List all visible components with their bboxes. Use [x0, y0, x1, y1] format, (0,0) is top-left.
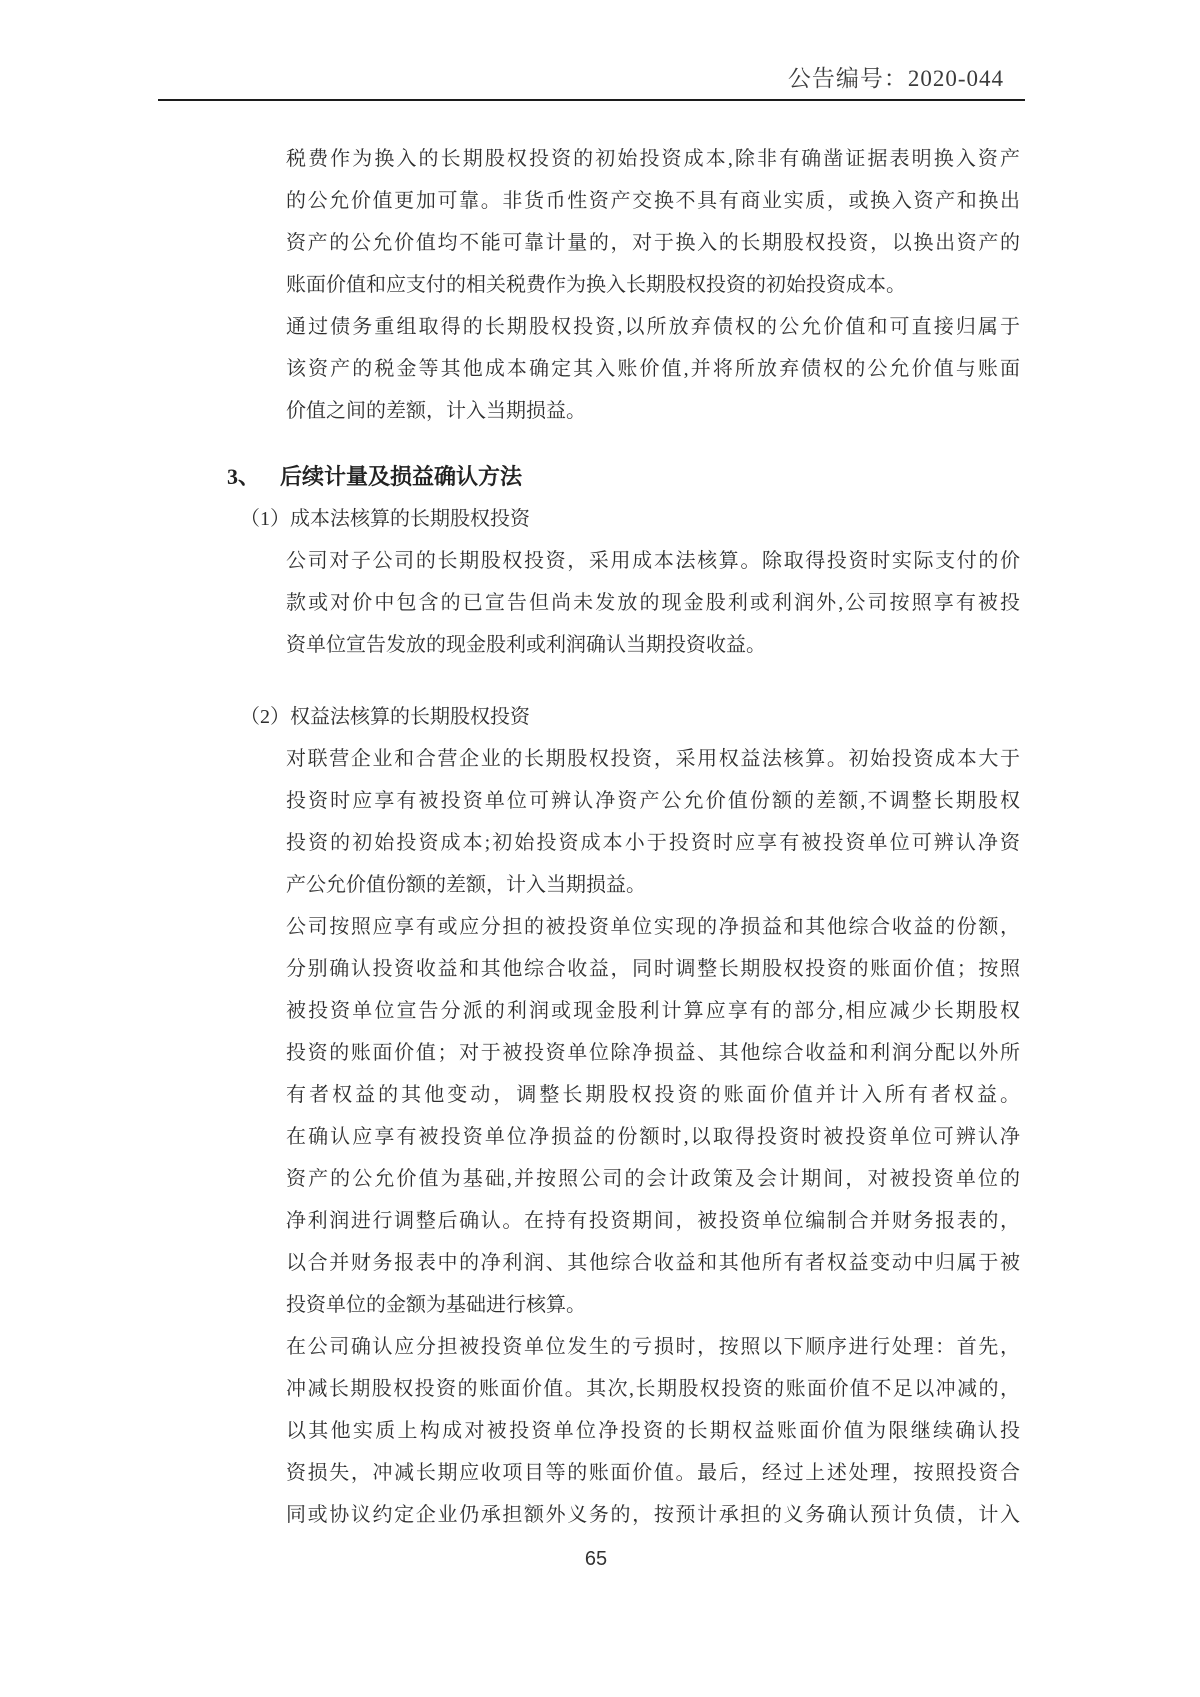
paragraph-line: 同或协议约定企业仍承担额外义务的，按预计承担的义务确认预计负债，计入: [286, 1504, 1020, 1526]
paragraph-line: 资单位宣告发放的现金股利或利润确认当期投资收益。: [286, 634, 766, 656]
section-heading: [227, 456, 1025, 498]
paragraph-line: 通过债务重组取得的长期股权投资,以所放弃债权的公允价值和可直接归属于: [286, 316, 1020, 338]
paragraph-line: 在确认应享有被投资单位净损益的份额时,以取得投资时被投资单位可辨认净: [286, 1126, 1020, 1148]
paragraph-equity-method-share: [286, 906, 1020, 1116]
paragraph-line: 账面价值和应支付的相关税费作为换入长期股权投资的初始投资成本。: [286, 274, 906, 296]
paragraph-line: 资产的公允价值为基础,并按照公司的会计政策及会计期间，对被投资单位的: [286, 1168, 1020, 1190]
paragraph-line: 资产的公允价值均不能可靠计量的，对于换入的长期股权投资，以换出资产的: [286, 232, 1020, 254]
paragraph-line: 冲减长期股权投资的账面价值。其次,长期股权投资的账面价值不足以冲减的，: [286, 1378, 1020, 1400]
paragraph-line: 公司对子公司的长期股权投资，采用成本法核算。除取得投资时实际支付的价: [286, 550, 1020, 572]
paragraph-line: 价值之间的差额，计入当期损益。: [286, 400, 586, 422]
paragraph-line: 的公允价值更加可靠。非货币性资产交换不具有商业实质，或换入资产和换出: [286, 190, 1020, 212]
subsection-label-2: （2）权益法核算的长期股权投资: [240, 706, 530, 728]
paragraph-line: 有者权益的其他变动，调整长期股权投资的账面价值并计入所有者权益。: [286, 1084, 1020, 1106]
paragraph-line: 投资的初始投资成本;初始投资成本小于投资时应享有被投资单位可辨认净资: [286, 832, 1020, 854]
paragraph-line: 分别确认投资收益和其他综合收益，同时调整长期股权投资的账面价值；按照: [286, 958, 1020, 980]
paragraph-debt-restructuring: [286, 306, 1020, 432]
paragraph-line: 被投资单位宣告分派的利润或现金股利计算应享有的部分,相应减少长期股权: [286, 1000, 1020, 1022]
document-body: [227, 138, 1025, 1536]
section-heading-number: 3、: [227, 464, 261, 489]
paragraph-cost-method: [286, 540, 1020, 666]
paragraph-line: 对联营企业和合营企业的长期股权投资，采用权益法核算。初始投资成本大于: [286, 748, 1020, 770]
paragraph-line: 以其他实质上构成对被投资单位净投资的长期权益账面价值为限继续确认投: [286, 1420, 1020, 1442]
paragraph-line: 该资产的税金等其他成本确定其入账价值,并将所放弃债权的公允价值与账面: [286, 358, 1020, 380]
paragraph-tax-cost: [286, 138, 1020, 306]
page-number: 65: [584, 1548, 608, 1570]
paragraph-line: 税费作为换入的长期股权投资的初始投资成本,除非有确凿证据表明换入资产: [286, 148, 1020, 170]
paragraph-net-profit-recognition: [286, 1116, 1020, 1326]
paragraph-line: 以合并财务报表中的净利润、其他综合收益和其他所有者权益变动中归属于被: [286, 1252, 1020, 1274]
paragraph-loss-treatment: [286, 1326, 1020, 1536]
subsection-label-1: （1）成本法核算的长期股权投资: [240, 508, 530, 530]
paragraph-line: 净利润进行调整后确认。在持有投资期间，被投资单位编制合并财务报表的，: [286, 1210, 1020, 1232]
header-doc-number: 公告编号：2020-044: [787, 66, 1004, 91]
section-heading-title: 后续计量及损益确认方法: [280, 464, 523, 489]
paragraph-line: 在公司确认应分担被投资单位发生的亏损时，按照以下顺序进行处理：首先，: [286, 1336, 1020, 1358]
paragraph-line: 产公允价值份额的差额，计入当期损益。: [286, 874, 646, 896]
paragraph-line: 投资单位的金额为基础进行核算。: [286, 1294, 586, 1316]
paragraph-line: 投资时应享有被投资单位可辨认净资产公允价值份额的差额,不调整长期股权: [286, 790, 1020, 812]
header-rule: [158, 99, 1025, 101]
paragraph-line: 资损失，冲减长期应收项目等的账面价值。最后，经过上述处理，按照投资合: [286, 1462, 1020, 1484]
paragraph-line: 款或对价中包含的已宣告但尚未发放的现金股利或利润外,公司按照享有被投: [286, 592, 1020, 614]
paragraph-line: 投资的账面价值；对于被投资单位除净损益、其他综合收益和利润分配以外所: [286, 1042, 1020, 1064]
paragraph-equity-method-initial: [286, 738, 1020, 906]
paragraph-line: 公司按照应享有或应分担的被投资单位实现的净损益和其他综合收益的份额，: [286, 916, 1020, 938]
